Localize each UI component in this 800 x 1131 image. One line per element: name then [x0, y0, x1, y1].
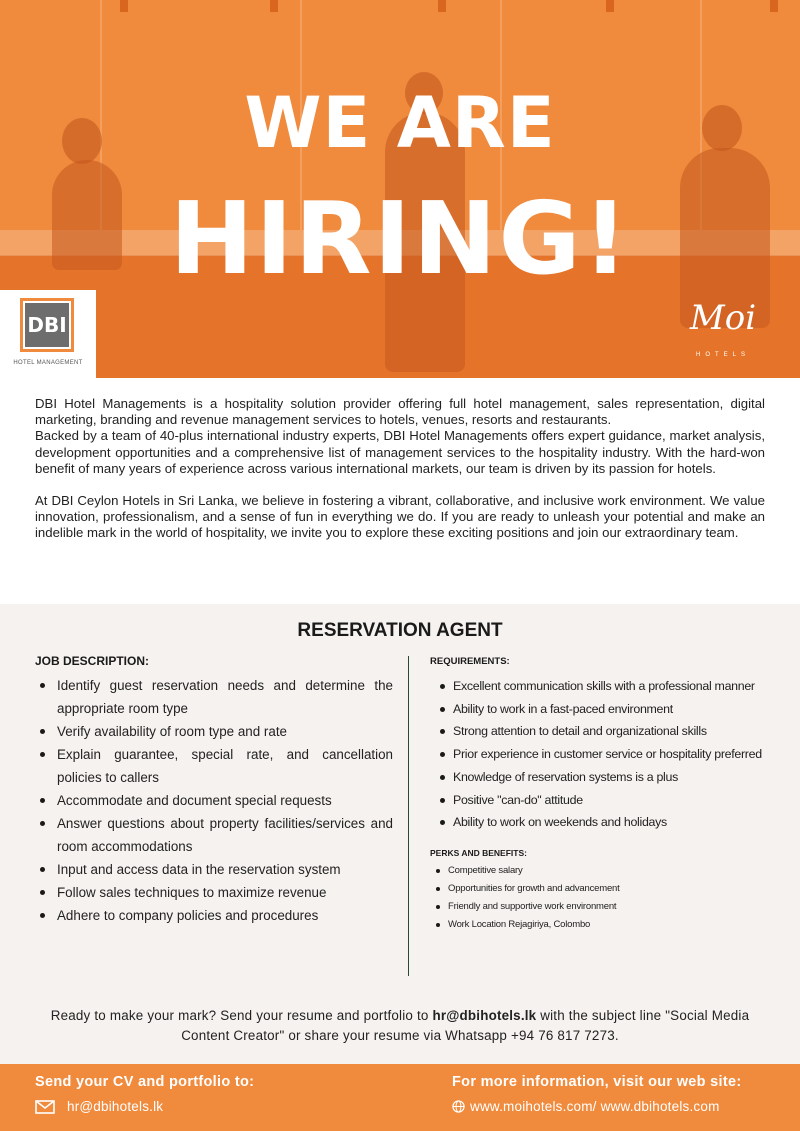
footer-contact-heading: Send your CV and portfolio to:	[35, 1074, 255, 1090]
hero-title-line1: WE ARE	[244, 82, 556, 164]
dbi-logo	[0, 290, 96, 378]
list-item: Adhere to company policies and procedures	[35, 904, 393, 927]
list-item: Accommodate and document special requests	[35, 789, 393, 812]
decor-block	[770, 0, 778, 12]
intro-paragraph: DBI Hotel Managements is a hospitality solution provider offering full hotel management, sales representation, digital marketing, branding and revenue management services to hotels, venues, resorts and restaurants.	[35, 396, 765, 428]
list-item: Answer questions about property facilities/services and room accommodations	[35, 812, 393, 858]
list-item: Input and access data in the reservation system	[35, 858, 393, 881]
footer-website-heading: For more information, visit our web site:	[452, 1074, 742, 1090]
list-item: Positive "can-do" attitude	[430, 789, 775, 812]
dbi-logo-subtitle: HOTEL MANAGEMENT	[13, 360, 83, 366]
list-item: Identify guest reservation needs and determine the appropriate room type	[35, 674, 393, 720]
intro-paragraph: Backed by a team of 40-plus international industry experts, DBI Hotel Managements offers expert guidance, market analysis, development opportunities and a comprehensive list of management services to the hospitality industry. With the hard-won benefit of many years of experience across various international markets, our team is driven by its passion for hotels.	[35, 428, 765, 476]
footer-website-link[interactable]: www.moihotels.com/ www.dbihotels.com	[470, 1099, 720, 1114]
intro-text	[35, 396, 765, 542]
list-item: Prior experience in customer service or hospitality preferred	[430, 743, 775, 766]
perks-heading: PERKS AND BENEFITS:	[430, 847, 527, 858]
decor-block	[120, 0, 128, 12]
list-item: Work Location Rejagiriya, Colombo	[430, 916, 775, 934]
decor-block	[270, 0, 278, 12]
footer-website-row	[452, 1099, 741, 1114]
moi-logo-subtitle: HOTELS	[695, 352, 750, 358]
job-section	[0, 604, 800, 1064]
list-item: Explain guarantee, special rate, and cancellation policies to callers	[35, 743, 393, 789]
decor-block	[438, 0, 446, 12]
dbi-logo-text: DBI	[25, 303, 69, 347]
cta-text: Ready to make your mark? Send your resume and portfolio to	[50, 1008, 433, 1023]
call-to-action	[30, 1006, 770, 1046]
list-item: Friendly and supportive work environment	[430, 898, 775, 916]
hero-title-line2: HIRING!	[169, 180, 631, 297]
list-item: Competitive salary	[430, 862, 775, 880]
cta-text: with the subject line "Social Media Content Creator" or share your resume via Whatsapp +94 76 817 7273.	[181, 1008, 750, 1043]
requirements-list	[430, 675, 775, 834]
dbi-logo-mark	[20, 298, 74, 352]
footer-contact	[35, 1074, 254, 1114]
list-item: Knowledge of reservation systems is a plus	[430, 766, 775, 789]
list-item: Opportunities for growth and advancement	[430, 880, 775, 898]
moi-hotels-logo	[688, 298, 758, 358]
list-item: Ability to work on weekends and holidays	[430, 811, 775, 834]
cta-email-link[interactable]: hr@dbihotels.lk	[432, 1008, 537, 1023]
list-item: Ability to work in a fast-paced environment	[430, 698, 775, 721]
hero-banner	[0, 0, 800, 378]
moi-logo-script: Moi	[689, 298, 757, 338]
requirements-heading: REQUIREMENTS:	[430, 656, 510, 667]
decor-block	[606, 0, 614, 12]
envelope-icon	[35, 1100, 55, 1114]
list-item: Verify availability of room type and rate	[35, 720, 393, 743]
requirements-column	[430, 656, 775, 934]
list-item: Strong attention to detail and organizational skills	[430, 720, 775, 743]
job-title: RESERVATION AGENT	[297, 620, 503, 641]
list-item: Excellent communication skills with a professional manner	[430, 675, 775, 698]
column-divider	[408, 656, 409, 976]
footer	[0, 1064, 800, 1131]
globe-icon	[452, 1100, 465, 1113]
footer-email-link[interactable]: hr@dbihotels.lk	[67, 1099, 164, 1114]
list-item: Follow sales techniques to maximize revenue	[35, 881, 393, 904]
job-description-list	[35, 674, 393, 927]
perks-list	[430, 862, 775, 934]
job-description-heading: JOB DESCRIPTION:	[35, 654, 150, 668]
footer-website	[452, 1074, 741, 1114]
intro-paragraph: At DBI Ceylon Hotels in Sri Lanka, we believe in fostering a vibrant, collaborative, and inclusive work environment. We value innovation, professionalism, and a sense of fun in everything we do. If you are ready to unleash your potential and make an indelible mark in the world of hospitality, we invite you to explore these exciting positions and join our extraordinary team.	[35, 493, 765, 541]
job-description-column	[35, 654, 393, 927]
footer-email-row	[35, 1099, 254, 1114]
